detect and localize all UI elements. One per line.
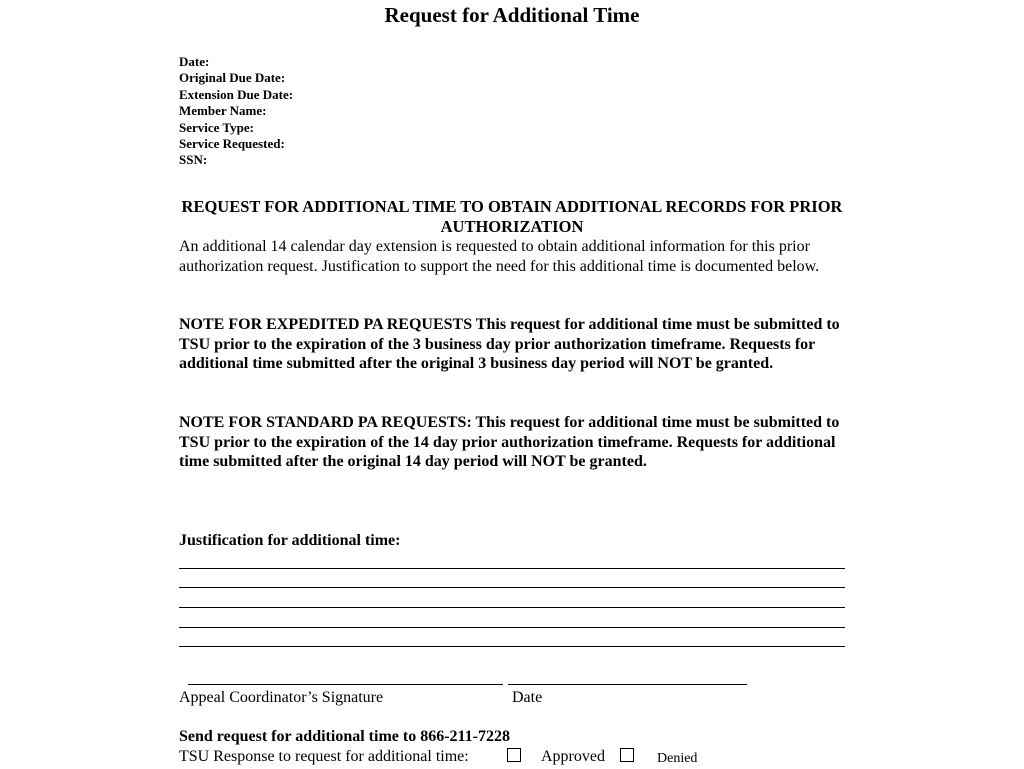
signature-line[interactable]: [188, 684, 503, 685]
justification-line-4[interactable]: [179, 627, 845, 628]
ssn-field-label: SSN:: [179, 152, 208, 168]
page-title: Request for Additional Time: [384, 3, 640, 27]
tsu-response-label: TSU Response to request for additional time:: [179, 748, 469, 765]
denied-checkbox[interactable]: [620, 748, 634, 762]
justification-line-1[interactable]: [179, 568, 845, 569]
original-due-date-field-label: Original Due Date:: [179, 70, 286, 86]
section-heading: REQUEST FOR ADDITIONAL TIME TO OBTAIN ADDITIONAL RECORDS FOR PRIOR AUTHORIZATION: [181, 197, 843, 236]
justification-line-2[interactable]: [179, 587, 845, 588]
signature-label: Appeal Coordinator’s Signature: [179, 689, 384, 706]
send-request-text: Send request for additional time to 866-211-7228: [179, 728, 510, 745]
standard-note: NOTE FOR STANDARD PA REQUESTS: This request for additional time must be submitted to TSU prior to the expiration of the 14 day prior authorization timeframe. Requests for additional time submitted after the original 14 day period will NOT be granted.: [179, 414, 840, 471]
service-requested-field-label: Service Requested:: [179, 136, 285, 152]
justification-line-5[interactable]: [179, 646, 845, 647]
justification-label: Justification for additional time:: [179, 532, 401, 549]
date-line[interactable]: [508, 684, 747, 685]
extension-due-date-field-label: Extension Due Date:: [179, 86, 294, 102]
justification-line-3[interactable]: [179, 607, 845, 608]
approved-label: Approved: [541, 748, 605, 765]
form-fields: [179, 54, 293, 169]
denied-label: Denied: [657, 751, 698, 766]
member-name-field-label: Member Name:: [179, 103, 267, 119]
expedited-note: NOTE FOR EXPEDITED PA REQUESTS This request for additional time must be submitted to TSU prior to the expiration of the 3 business day prior authorization timeframe. Requests for additional time submitted after the original 3 business day period will NOT be granted.: [179, 316, 840, 373]
intro-paragraph: An additional 14 calendar day extension is requested to obtain additional information for this prior authorization request. Justification to support the need for this additional time is documented below.: [179, 238, 820, 275]
approved-checkbox[interactable]: [507, 748, 521, 762]
date-field-label: Date:: [179, 54, 210, 69]
date-label: Date: [512, 689, 543, 706]
service-type-field-label: Service Type:: [179, 119, 254, 135]
